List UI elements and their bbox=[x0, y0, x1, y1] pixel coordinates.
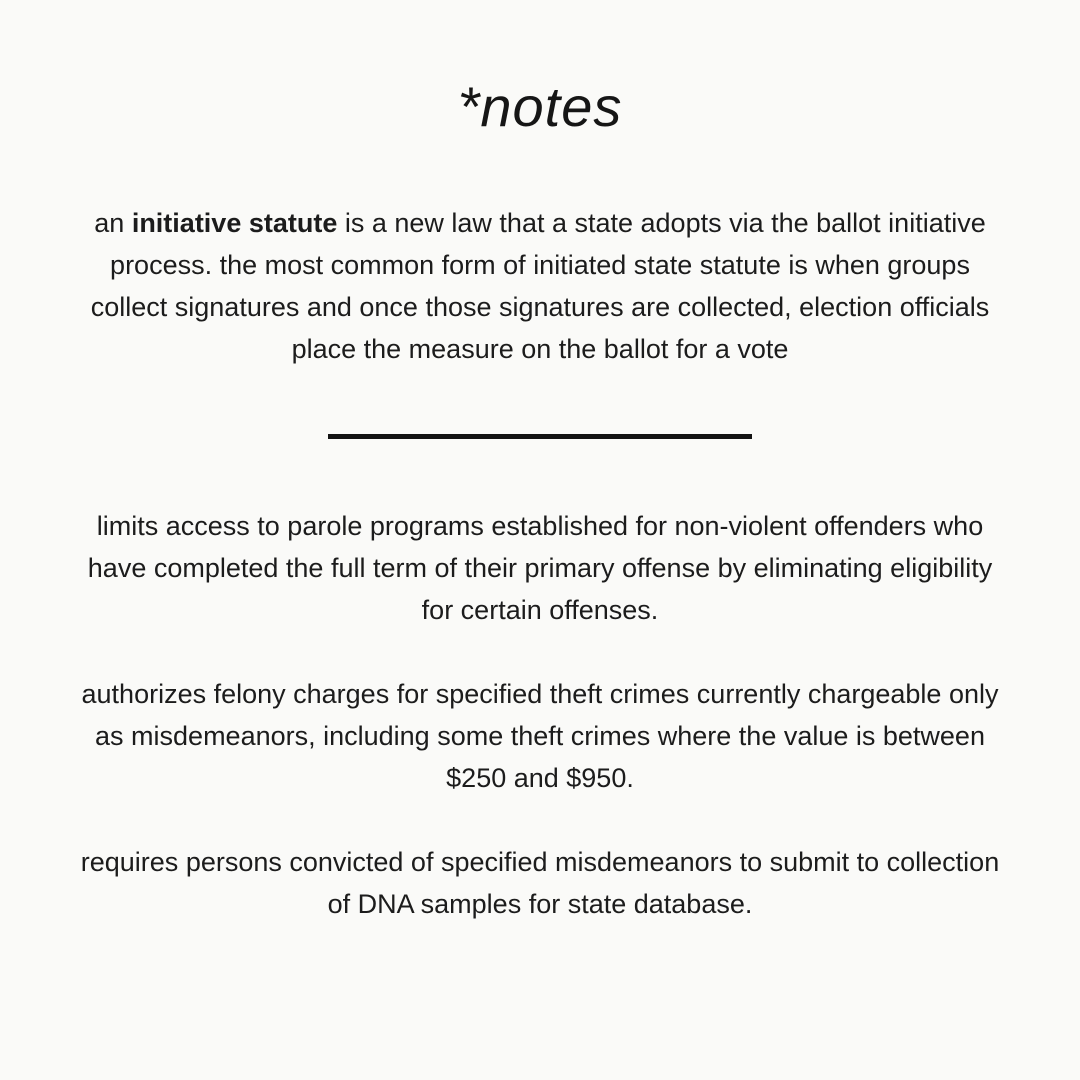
intro-prefix: an bbox=[94, 208, 132, 238]
note-paragraph-dna: requires persons convicted of specified misdemeanors to submit to collection of DNA samples for state database. bbox=[80, 847, 1000, 919]
note-paragraph-theft: authorizes felony charges for specified theft crimes currently chargeable only as misdemeanors, including some theft crimes where the value is between $250 and $950. bbox=[81, 679, 999, 793]
page-title: *notes bbox=[457, 75, 623, 138]
intro-bold-term: initiative statute bbox=[131, 208, 338, 238]
divider-line bbox=[328, 434, 752, 439]
note-paragraph-parole: limits access to parole programs established for non-violent offenders who have completed the full term of their primary offense by eliminating eligibility for certain offenses. bbox=[87, 511, 993, 625]
intro-paragraph bbox=[85, 202, 995, 370]
intro-rest: is a new law that a state adopts via the ballot initiative process. the most common form of initiated state statute is when groups collect signatures and once those signatures are collected, election officials place the measure on the ballot for a vote bbox=[90, 208, 990, 364]
